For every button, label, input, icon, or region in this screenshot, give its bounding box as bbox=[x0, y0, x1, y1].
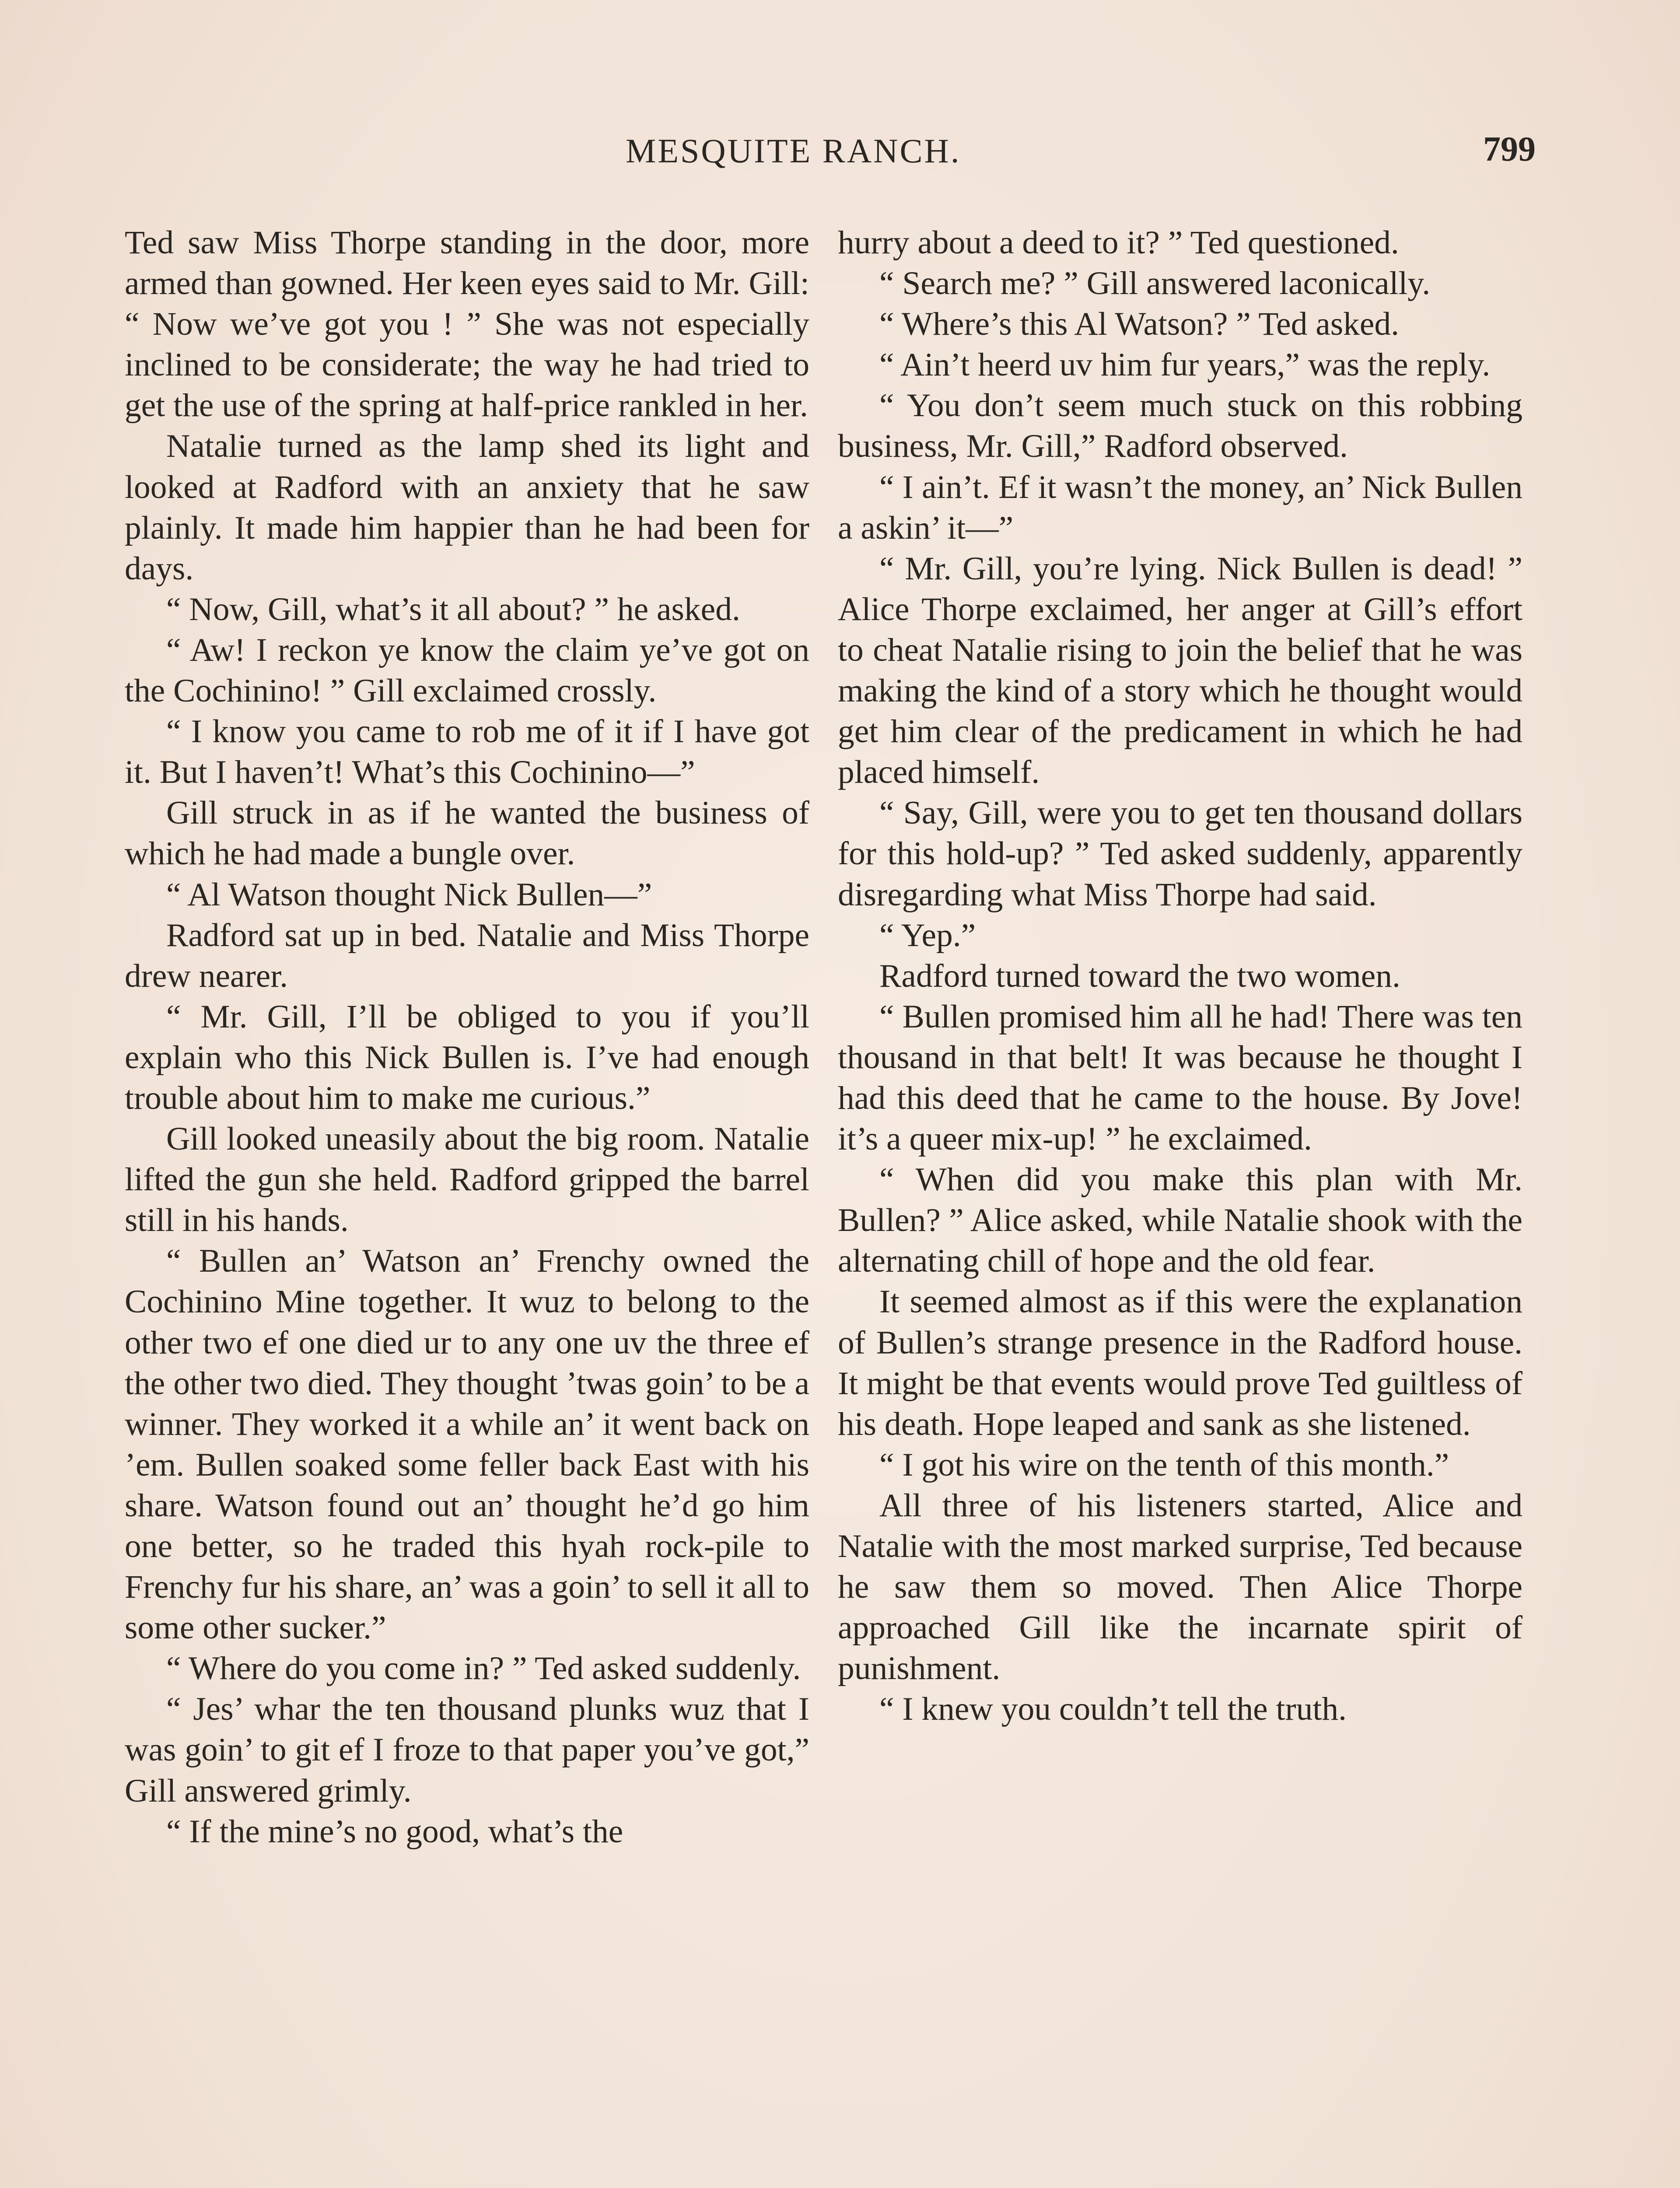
paragraph: “ Search me? ” Gill answered laconically. bbox=[879, 265, 1431, 302]
paragraph: Gill struck in as if he wanted the business of which he had made a bungle over. bbox=[125, 795, 809, 872]
running-title: MESQUITE RANCH. bbox=[626, 132, 961, 170]
paragraph: “ Bullen promised him all he had! There was ten thousand in that belt! It was because he thought I had this deed that he came to the house. By Jove! it’s a queer mix-up! ” he exclaimed. bbox=[838, 998, 1522, 1157]
paragraph: All three of his listeners started, Alice and Natalie with the most marked surprise, Ted because he saw them so moved. Then Alice Thorpe approached Gill like the incarnate spirit of punishment. bbox=[838, 1487, 1522, 1687]
paragraph: “ Ain’t heerd uv him fur years,” was the reply. bbox=[879, 347, 1491, 383]
paragraph: “ I got his wire on the tenth of this month.” bbox=[879, 1446, 1449, 1483]
paragraph: It seemed almost as if this were the explanation of Bullen’s strange presence in the Radford house. It might be that events would prove Ted guiltless of his death. Hope leaped and sank as she listened. bbox=[838, 1283, 1522, 1442]
paragraph: “ I knew you couldn’t tell the truth. bbox=[879, 1691, 1347, 1728]
paragraph: “ Mr. Gill, you’re lying. Nick Bullen is dead! ” Alice Thorpe exclaimed, her anger at Gill’s effort to cheat Natalie rising to join the belief that he was making the kind of a story which he thought would get him clear of the predicament in which he had placed himself. bbox=[838, 550, 1522, 791]
paragraph: Radford sat up in bed. Natalie and Miss Thorpe drew nearer. bbox=[125, 917, 809, 994]
page-number: 799 bbox=[1483, 130, 1536, 168]
paragraph: “ I know you came to rob me of it if I have got it. But I haven’t! What’s this Cochinino—” bbox=[125, 713, 809, 791]
running-head bbox=[0, 131, 1680, 179]
paragraph: Radford turned toward the two women. bbox=[879, 957, 1400, 994]
paragraph: “ Where do you come in? ” Ted asked suddenly. bbox=[166, 1650, 801, 1687]
right-text-column bbox=[838, 222, 1522, 1729]
paragraph: “ Aw! I reckon ye know the claim ye’ve got on the Cochinino! ” Gill exclaimed crossly. bbox=[125, 631, 809, 709]
paragraph: Ted saw Miss Thorpe standing in the door, more armed than gowned. Her keen eyes said to Mr. Gill: “ Now we’ve got you ! ” She was not especially inclined to be considerate; the way he had tried to get the use of the spring at half-price rankled in her. bbox=[125, 224, 809, 424]
paragraph: “ Now, Gill, what’s it all about? ” he asked. bbox=[166, 591, 740, 628]
paragraph: “ You don’t seem much stuck on this robbing business, Mr. Gill,” Radford observed. bbox=[838, 387, 1522, 465]
paragraph: “ Mr. Gill, I’ll be obliged to you if you’ll explain who this Nick Bullen is. I’ve had enough trouble about him to make me curious.” bbox=[125, 998, 809, 1116]
paragraph: “ When did you make this plan with Mr. Bullen? ” Alice asked, while Natalie shook with the alternating chill of hope and the old fear. bbox=[838, 1161, 1522, 1280]
left-text-column bbox=[125, 222, 809, 1852]
paragraph: “ Jes’ whar the ten thousand plunks wuz that I was goin’ to git ef I froze to that paper you’ve got,” Gill answered grimly. bbox=[125, 1691, 809, 1809]
paragraph: hurry about a deed to it? ” Ted questioned. bbox=[838, 224, 1399, 261]
paragraph: “ If the mine’s no good, what’s the bbox=[166, 1813, 623, 1850]
paragraph: Natalie turned as the lamp shed its light and looked at Radford with an anxiety that he saw plainly. It made him happier than he had been for days. bbox=[125, 428, 809, 587]
paragraph: “ I ain’t. Ef it wasn’t the money, an’ Nick Bullen a askin’ it—” bbox=[838, 469, 1522, 546]
paragraph: “ Yep.” bbox=[879, 917, 976, 954]
paragraph: “ Where’s this Al Watson? ” Ted asked. bbox=[879, 306, 1399, 343]
paragraph: “ Al Watson thought Nick Bullen—” bbox=[166, 876, 652, 913]
paragraph: “ Bullen an’ Watson an’ Frenchy owned the Cochinino Mine together. It wuz to belong to the other two ef one died ur to any one uv the three ef the other two died. They thought ’twas goin’ to be a winner. They worked it a while an’ it went back on ’em. Bullen soaked some feller back East with his share. Watson found out an’ thought he’d go him one better, so he traded this hyah rock-pile to Frenchy fur his share, an’ was a goin’ to sell it all to some other sucker.” bbox=[125, 1243, 809, 1646]
paragraph: “ Say, Gill, were you to get ten thousand dollars for this hold-up? ” Ted asked suddenly, apparently disregarding what Miss Thorpe had said. bbox=[838, 795, 1522, 913]
paragraph: Gill looked uneasily about the big room. Natalie lifted the gun she held. Radford gripped the barrel still in his hands. bbox=[125, 1121, 809, 1239]
